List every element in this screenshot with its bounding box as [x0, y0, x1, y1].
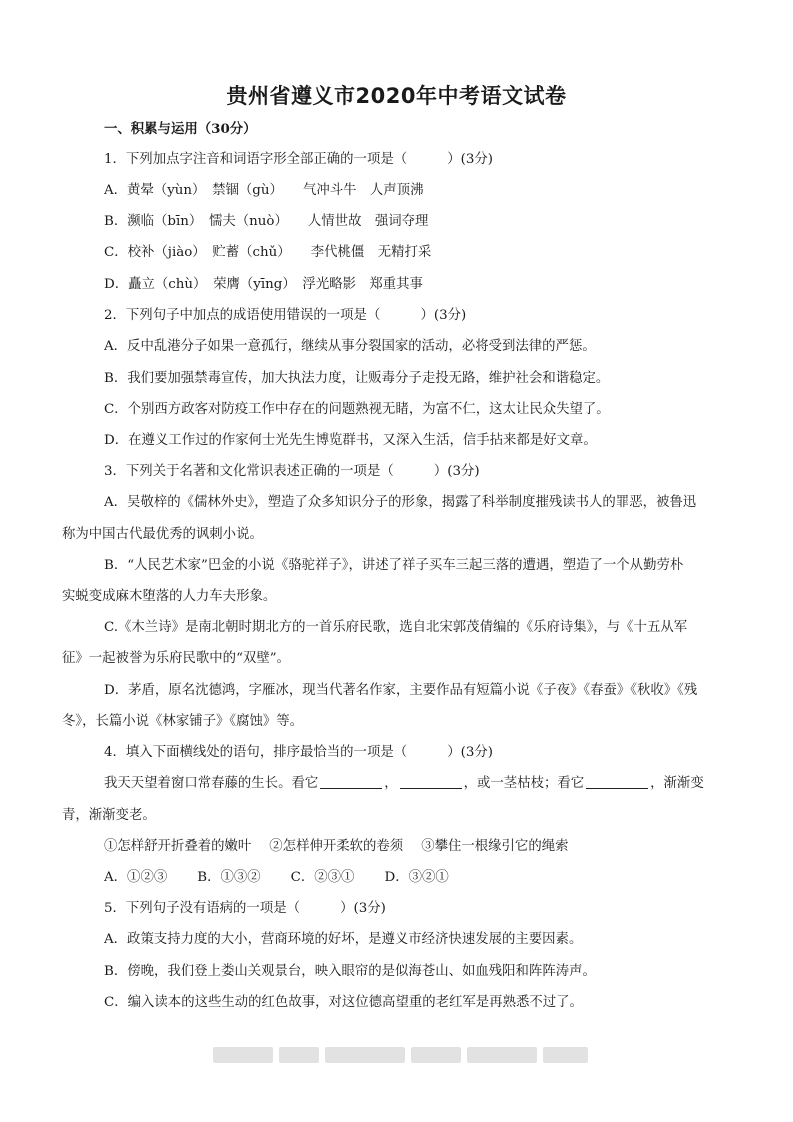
question-2-option-a: A．反中乱港分子如果一意孤行，继续从事分裂国家的活动，必将受到法律的严惩。: [104, 339, 596, 354]
fill-blank-1: [320, 775, 382, 789]
question-3-option-c-line2: 征》一起被誉为乐府民歌中的“双壁”。: [62, 651, 290, 666]
exam-title: 贵州省遵义市2020年中考语文试卷: [226, 84, 567, 108]
sentence-3: ③攀住一根缘引它的绳索: [421, 839, 569, 854]
question-1-option-a: A．黄晕（yùn） 禁锢（gù） 气冲斗牛 人声顶沸: [104, 183, 424, 198]
question-5-option-a: A．政策支持力度的大小，营商环境的好坏，是遵义市经济快速发展的主要因素。: [104, 932, 583, 947]
question-4-options: [104, 869, 724, 887]
question-2-option-c: C．个别西方政客对防疫工作中存在的问题熟视无睹，为富不仁，这太让民众失望了。: [104, 402, 610, 417]
question-5-option-b: B．傍晚，我们登上娄山关观景台，映入眼帘的是似海苍山、如血残阳和阵阵涛声。: [104, 964, 596, 979]
blurred-footer: [200, 1040, 600, 1070]
question-3-option-d-line1: D．茅盾，原名沈德鸿，字雁冰，现当代著名作家，主要作品有短篇小说《子夜》《春蚕》《秋收》《残: [104, 683, 698, 698]
question-4-passage-line2: 青，渐渐变老。: [62, 808, 156, 823]
question-1-option-b: B．濒临（bīn） 懦夫（nuò） 人情世故 强词夺理: [104, 214, 429, 229]
question-4-passage-line1: [104, 775, 724, 793]
sentence-1: ①怎样舒开折叠着的嫩叶: [104, 839, 252, 854]
question-1-option-d: D．矗立（chù） 荣膺（yīng） 浮光略影 郑重其事: [104, 277, 423, 292]
question-5-option-c: C．编入读本的这些生动的红色故事，对这位德高望重的老红军是再熟悉不过了。: [104, 995, 583, 1010]
question-4-sentences: [104, 838, 724, 856]
question-4-option-d: D．③②①: [384, 870, 449, 885]
passage-text-3: ，或一茎枯枝；看它: [463, 776, 585, 791]
question-3-option-a-line1: A．吴敬梓的《儒林外史》，塑造了众多知识分子的形象，揭露了科举制度摧残读书人的罪恶，被鲁迅: [104, 495, 697, 510]
question-4-stem: 4．填入下面横线处的语句，排序最恰当的一项是（ ）(3分): [104, 745, 494, 760]
question-2-option-b: B．我们要加强禁毒宣传，加大执法力度，让贩毒分子走投无路，维护社会和谐稳定。: [104, 371, 610, 386]
passage-text-4: ，渐渐变: [650, 776, 704, 791]
question-4-option-b: B．①③②: [197, 870, 261, 885]
question-5-stem: 5．下列句子没有语病的一项是（ ）(3分): [104, 901, 386, 916]
question-2-option-d: D．在遵义工作过的作家何士光先生博览群书，又深入生活，信手拈来都是好文章。: [104, 433, 597, 448]
sentence-2: ②怎样伸开柔软的卷须: [269, 839, 404, 854]
fill-blank-2: [400, 775, 462, 789]
question-3-stem: 3．下列关于名著和文化常识表述正确的一项是（ ）(3分): [104, 464, 480, 479]
question-1-stem: 1．下列加点字注音和词语字形全部正确的一项是（ ）(3分): [104, 152, 494, 167]
question-2-stem: 2．下列句子中加点的成语使用错误的一项是（ ）(3分): [104, 308, 467, 323]
passage-text-1: 我天天望着窗口常春藤的生长。看它: [104, 776, 319, 791]
passage-text-2: ，: [384, 776, 398, 791]
question-4-option-a: A．①②③: [104, 870, 168, 885]
question-3-option-a-line2: 称为中国古代最优秀的讽刺小说。: [62, 527, 263, 542]
question-3-option-d-line2: 冬》，长篇小说《林家铺子》《腐蚀》等。: [62, 714, 304, 729]
question-3-option-b-line1: B．“人民艺术家”巴金的小说《骆驼祥子》，讲述了祥子买车三起三落的遭遇，塑造了一个从勤劳朴: [104, 558, 684, 573]
fill-blank-3: [586, 775, 648, 789]
question-1-option-c: C．校补（jiào） 贮蓄（chǔ） 李代桃僵 无精打采: [104, 245, 432, 260]
question-3-option-b-line2: 实蜕变成麻木堕落的人力车夫形象。: [62, 589, 277, 604]
question-4-option-c: C．②③①: [290, 870, 355, 885]
question-3-option-c-line1: C.《木兰诗》是南北朝时期北方的一首乐府民歌，选自北宋郭茂倩编的《乐府诗集》，与《十五从军: [104, 620, 688, 635]
section-heading: 一、积累与运用（30分）: [104, 121, 257, 137]
